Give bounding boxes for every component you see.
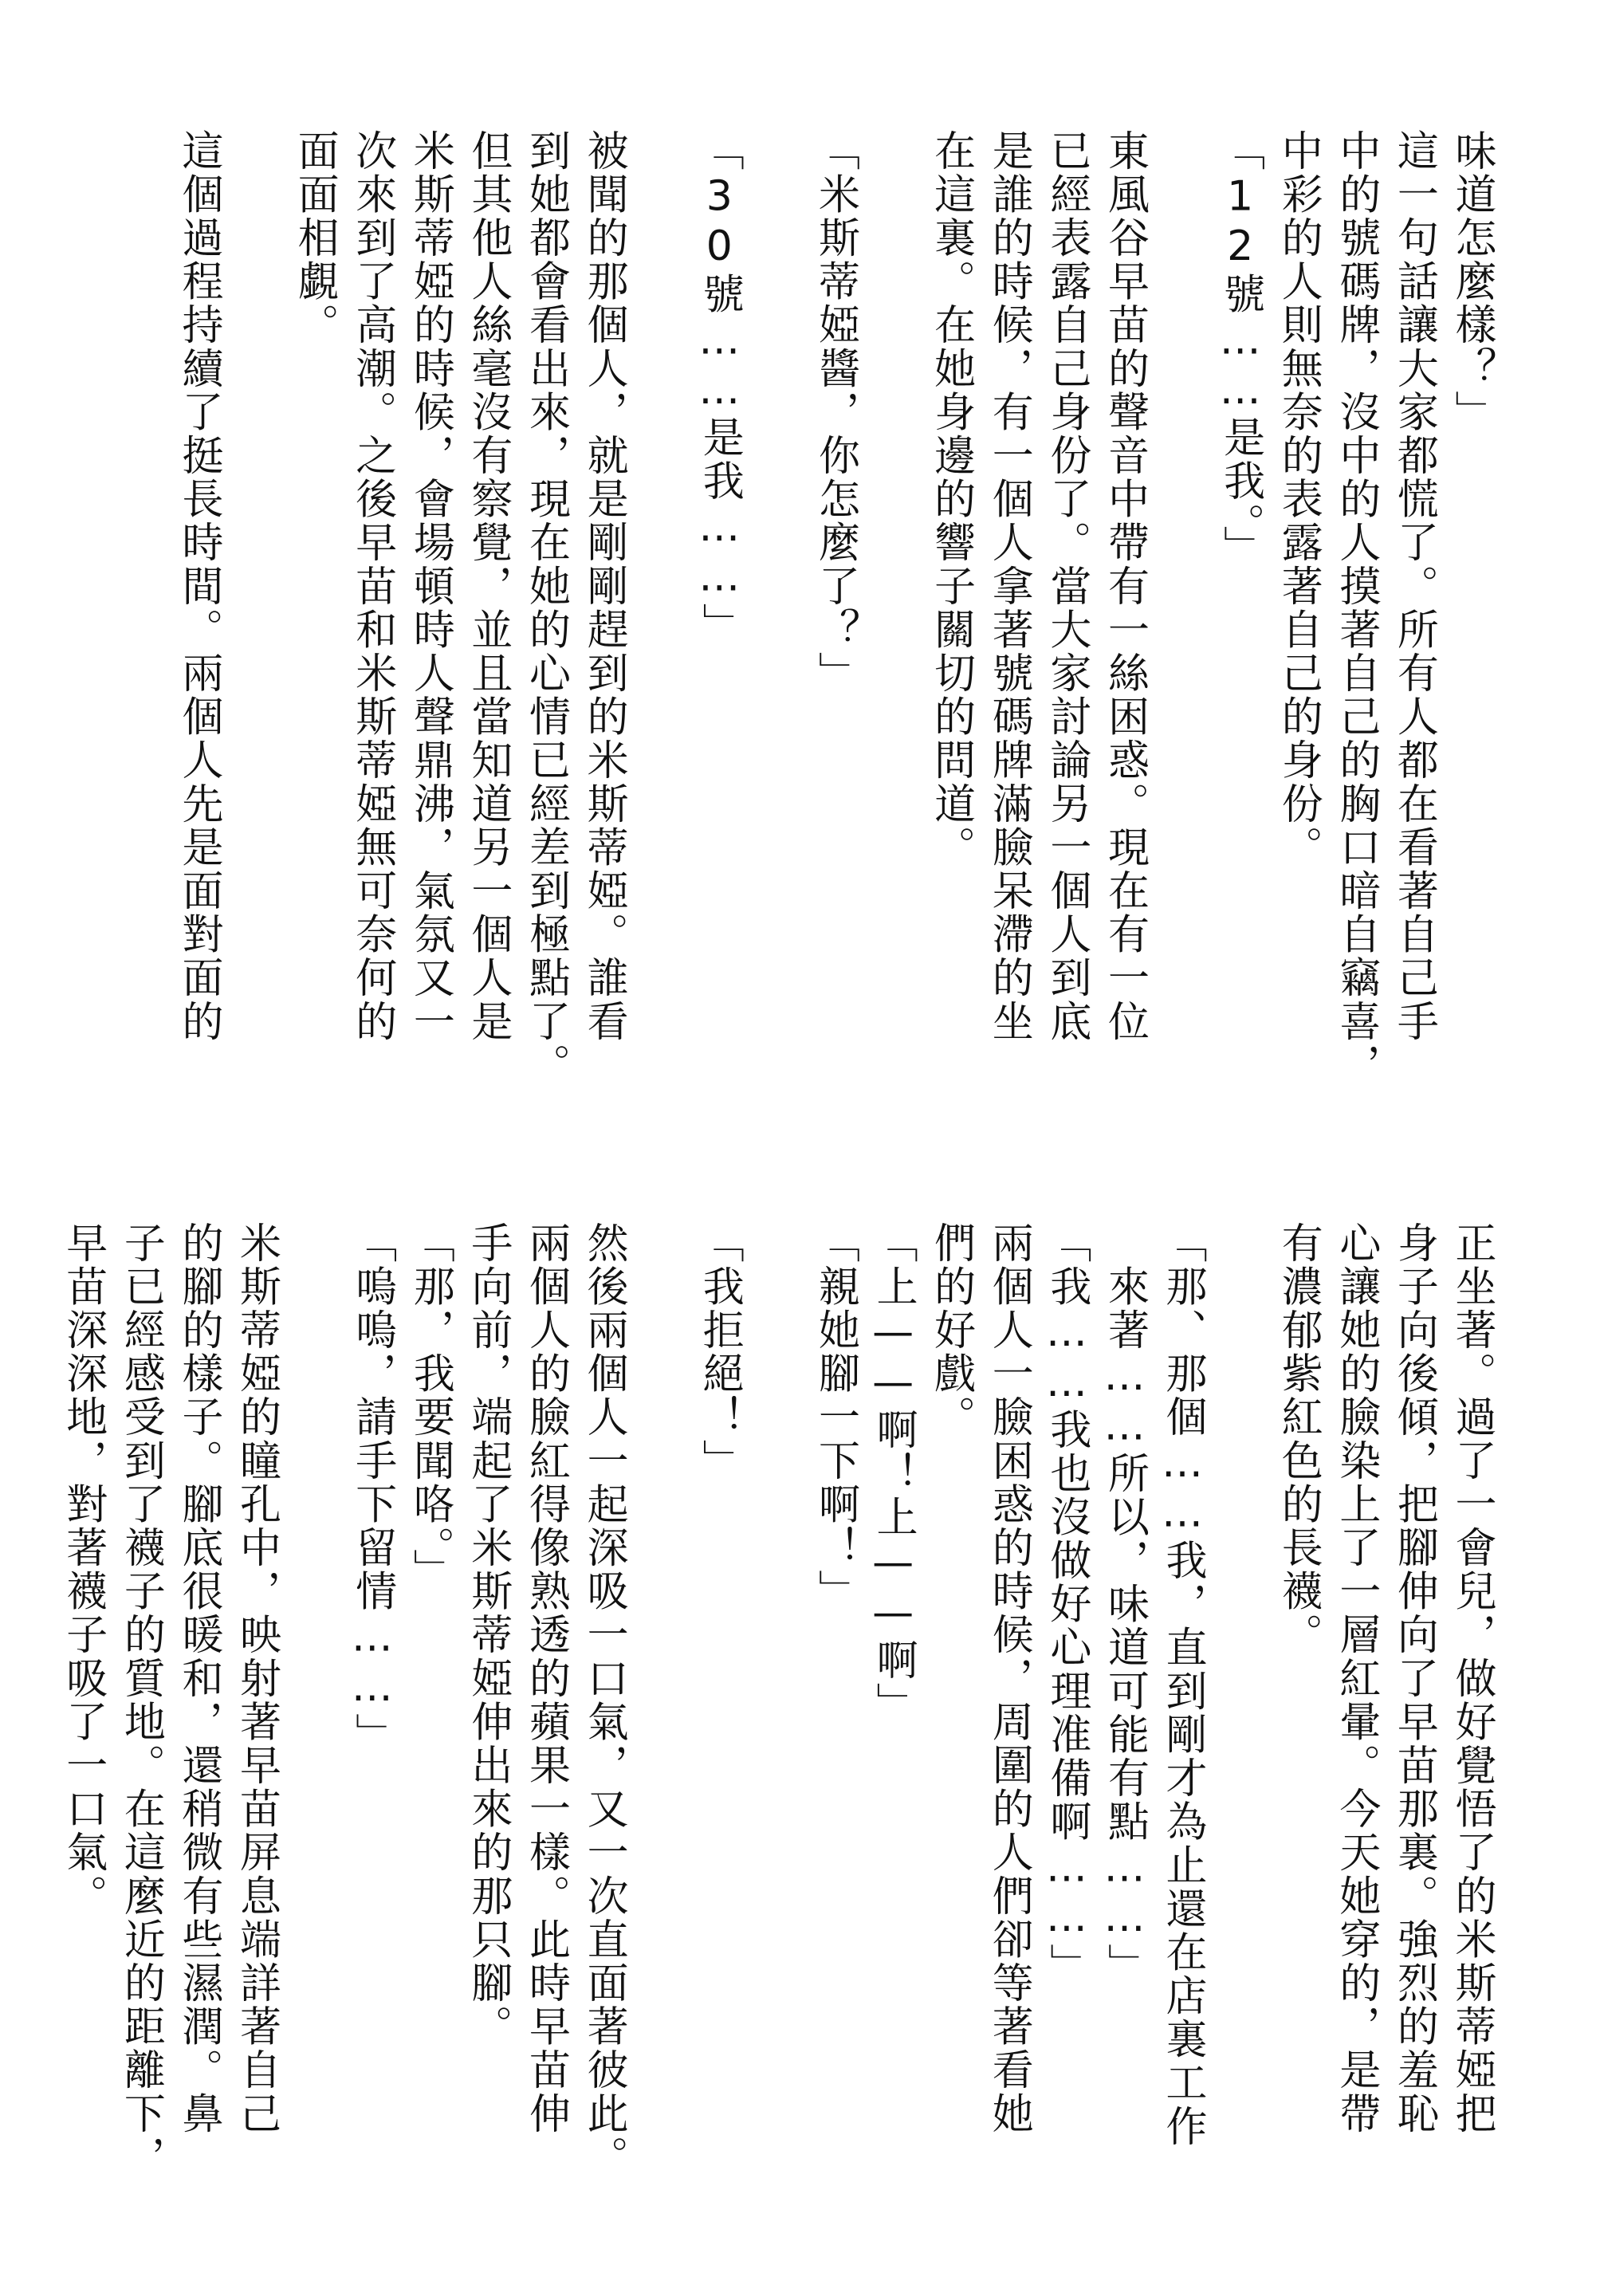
blank-line xyxy=(748,129,806,1189)
blank-line xyxy=(1211,1221,1269,2266)
text-line: 但其他人絲毫沒有察覺，並且當知道另一個人是 xyxy=(463,129,512,1044)
text-line: 早苗深深地，對著襪子吸了一口氣。 xyxy=(58,1221,107,1918)
blank-line xyxy=(632,1221,690,2266)
text-line: 心讓她的臉染上了一層紅暈。今天她穿的，是帶 xyxy=(1331,1221,1380,2136)
text-line: 「嗚嗚，請手下留情……」 xyxy=(348,1221,396,1757)
text-line: 面面相覷。 xyxy=(290,129,339,347)
text-line: 子已經感受到了襪子的質地。在這麼近的距離下， xyxy=(116,1221,165,2180)
text-line: 中的號碼牌，沒中的人摸著自己的胸口暗自竊喜， xyxy=(1331,129,1380,1087)
text-line: 有濃郁紫紅色的長襪。 xyxy=(1274,1221,1323,1657)
text-line: 被聞的那個人，就是剛剛趕到的米斯蒂婭。誰看 xyxy=(580,129,628,1044)
text-line: 「那，我要聞咯。」 xyxy=(406,1221,454,1593)
blank-line xyxy=(227,129,285,1189)
text-line: 已經表露自己身份了。當大家討論另一個人到底 xyxy=(1042,129,1091,1044)
text-line: 來著……所以，味道可能有點……」 xyxy=(1100,1221,1149,1987)
bottom-text-section xyxy=(58,1221,1500,2266)
text-line: 的腳的樣子。腳底很暖和，還稍微有些濕潤。鼻 xyxy=(174,1221,222,2136)
text-line: 「上——啊！上——啊」 xyxy=(869,1221,918,1726)
text-line: 這個過程持續了挺長時間。兩個人先是面對面的 xyxy=(174,129,222,1044)
blank-line xyxy=(1153,129,1211,1189)
text-line: 「我拒絕！」 xyxy=(695,1221,744,1483)
text-line: 然後兩個人一起深吸一口氣，又一次直面著彼此。 xyxy=(580,1221,628,2180)
blank-line xyxy=(632,129,690,1189)
text-line: 中彩的人則無奈的表露著自己的身份。 xyxy=(1274,129,1323,870)
text-line: 「親她腳一下啊！」 xyxy=(811,1221,859,1614)
text-line: 「12號……是我。」 xyxy=(1216,129,1264,569)
text-line: 「米斯蒂婭醬，你怎麼了？」 xyxy=(811,129,859,695)
text-line: 米斯蒂婭的瞳孔中，映射著早苗屏息端詳著自己 xyxy=(232,1221,281,2136)
text-line: 米斯蒂婭的時候，會場頓時人聲鼎沸，氣氛又一 xyxy=(406,129,454,1044)
blank-line xyxy=(863,129,922,1189)
text-line: 們的好戲。 xyxy=(926,1221,975,1439)
text-line: 「我……我也沒做好心理准備啊……」 xyxy=(1042,1221,1091,1987)
text-line: 兩個人的臉紅得像熟透的蘋果一樣。此時早苗伸 xyxy=(521,1221,570,2136)
blank-line xyxy=(285,1221,344,2266)
top-text-section xyxy=(97,129,1500,1189)
text-line: 「那、那個……我，直到剛才為止還在店裏工作 xyxy=(1158,1221,1207,2149)
text-line: 這一句話讓大家都慌了。所有人都在看著自己手 xyxy=(1390,129,1438,1044)
text-line: 東風谷早苗的聲音中帶有一絲困惑。現在有一位 xyxy=(1100,129,1149,1044)
text-line: 手向前，端起了米斯蒂婭伸出來的那只腳。 xyxy=(463,1221,512,2049)
text-line: 「30號……是我……」 xyxy=(695,129,744,647)
text-line: 次來到了高潮。之後早苗和米斯蒂婭無可奈何的 xyxy=(348,129,396,1044)
blank-line xyxy=(748,1221,806,2266)
text-line: 兩個人一臉困惑的時候，周圍的人們卻等著看她 xyxy=(985,1221,1033,2136)
text-line: 味道怎麼樣？」 xyxy=(1448,129,1496,434)
text-line: 身子向後傾，把腳伸向了早苗那裏。強烈的羞恥 xyxy=(1390,1221,1438,2136)
text-line: 到她都會看出來，現在她的心情已經差到極點了。 xyxy=(521,129,570,1087)
text-line: 在這裏。在她身邊的響子關切的問道。 xyxy=(926,129,975,870)
text-line: 正坐著。過了一會兒，做好覺悟了的米斯蒂婭把 xyxy=(1448,1221,1496,2136)
top-vertical-text xyxy=(97,129,1500,1189)
text-line: 是誰的時候，有一個人拿著號碼牌滿臉呆滯的坐 xyxy=(985,129,1033,1044)
bottom-vertical-text xyxy=(58,1221,1500,2266)
